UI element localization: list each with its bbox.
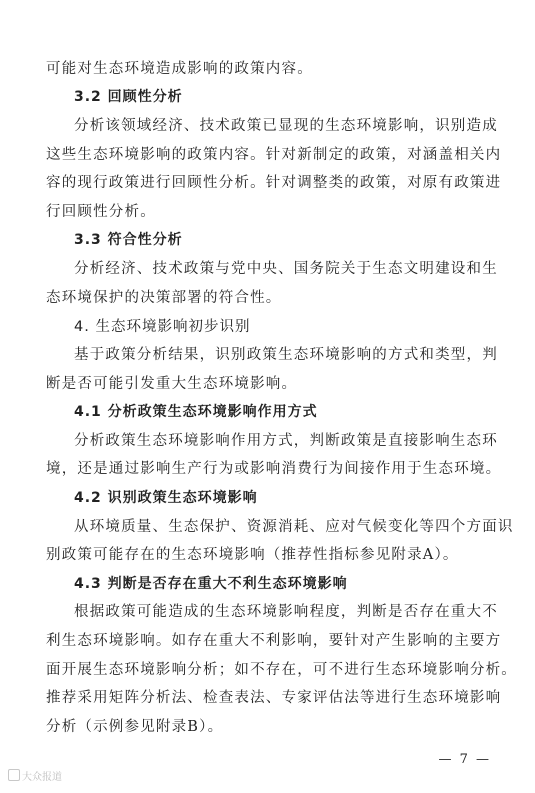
paragraph-line: 行回顾性分析。 bbox=[46, 204, 156, 220]
paragraph-line: 分析该领域经济、技术政策已显现的生态环境影响，识别造成 bbox=[74, 118, 498, 134]
section-heading-4: 4. 生态环境影响初步识别 bbox=[74, 319, 251, 335]
paragraph-line: 面开展生态环境影响分析；如不存在，可不进行生态环境影响分析。 bbox=[46, 662, 517, 678]
paragraph-line: 利生态环境影响。如存在重大不利影响，要针对产生影响的主要方 bbox=[46, 633, 502, 649]
paragraph-line: 这些生态环境影响的政策内容。针对新制定的政策，对涵盖相关内 bbox=[46, 147, 502, 163]
section-heading-3-2: 3.2 回顾性分析 bbox=[74, 89, 183, 105]
section-heading-3-3: 3.3 符合性分析 bbox=[74, 232, 183, 248]
paragraph-line: 分析政策生态环境影响作用方式，判断政策是直接影响生态环 bbox=[74, 433, 498, 449]
paragraph-line: 基于政策分析结果，识别政策生态环境影响的方式和类型，判 bbox=[74, 347, 498, 363]
paragraph-line: 可能对生态环境造成影响的政策内容。 bbox=[46, 61, 313, 77]
paragraph-line: 态环境保护的决策部署的符合性。 bbox=[46, 290, 282, 306]
watermark-logo-icon bbox=[8, 769, 20, 781]
watermark bbox=[8, 768, 62, 783]
paragraph-line: 从环境质量、生态保护、资源消耗、应对气候变化等四个方面识 bbox=[74, 519, 514, 535]
page-number: — 7 — bbox=[438, 752, 491, 767]
section-heading-4-2: 4.2 识别政策生态环境影响 bbox=[74, 490, 258, 506]
paragraph-line: 推荐采用矩阵分析法、检查表法、专家评估法等进行生态环境影响 bbox=[46, 690, 502, 706]
watermark-text: 大众报道 bbox=[22, 772, 62, 783]
paragraph-line: 容的现行政策进行回顾性分析。针对调整类的政策，对原有政策进 bbox=[46, 175, 502, 191]
paragraph-line: 分析经济、技术政策与党中央、国务院关于生态文明建设和生 bbox=[74, 261, 498, 277]
paragraph-line: 分析（示例参见附录B）。 bbox=[46, 719, 224, 735]
paragraph-line: 断是否可能引发重大生态环境影响。 bbox=[46, 376, 298, 392]
paragraph-line: 根据政策可能造成的生态环境影响程度，判断是否存在重大不 bbox=[74, 604, 498, 620]
section-heading-4-3: 4.3 判断是否存在重大不利生态环境影响 bbox=[74, 576, 348, 592]
section-heading-4-1: 4.1 分析政策生态环境影响作用方式 bbox=[74, 404, 318, 420]
paragraph-line: 境，还是通过影响生产行为或影响消费行为间接作用于生态环境。 bbox=[46, 461, 502, 477]
paragraph-line: 别政策可能存在的生态环境影响（推荐性指标参见附录A）。 bbox=[46, 547, 459, 563]
